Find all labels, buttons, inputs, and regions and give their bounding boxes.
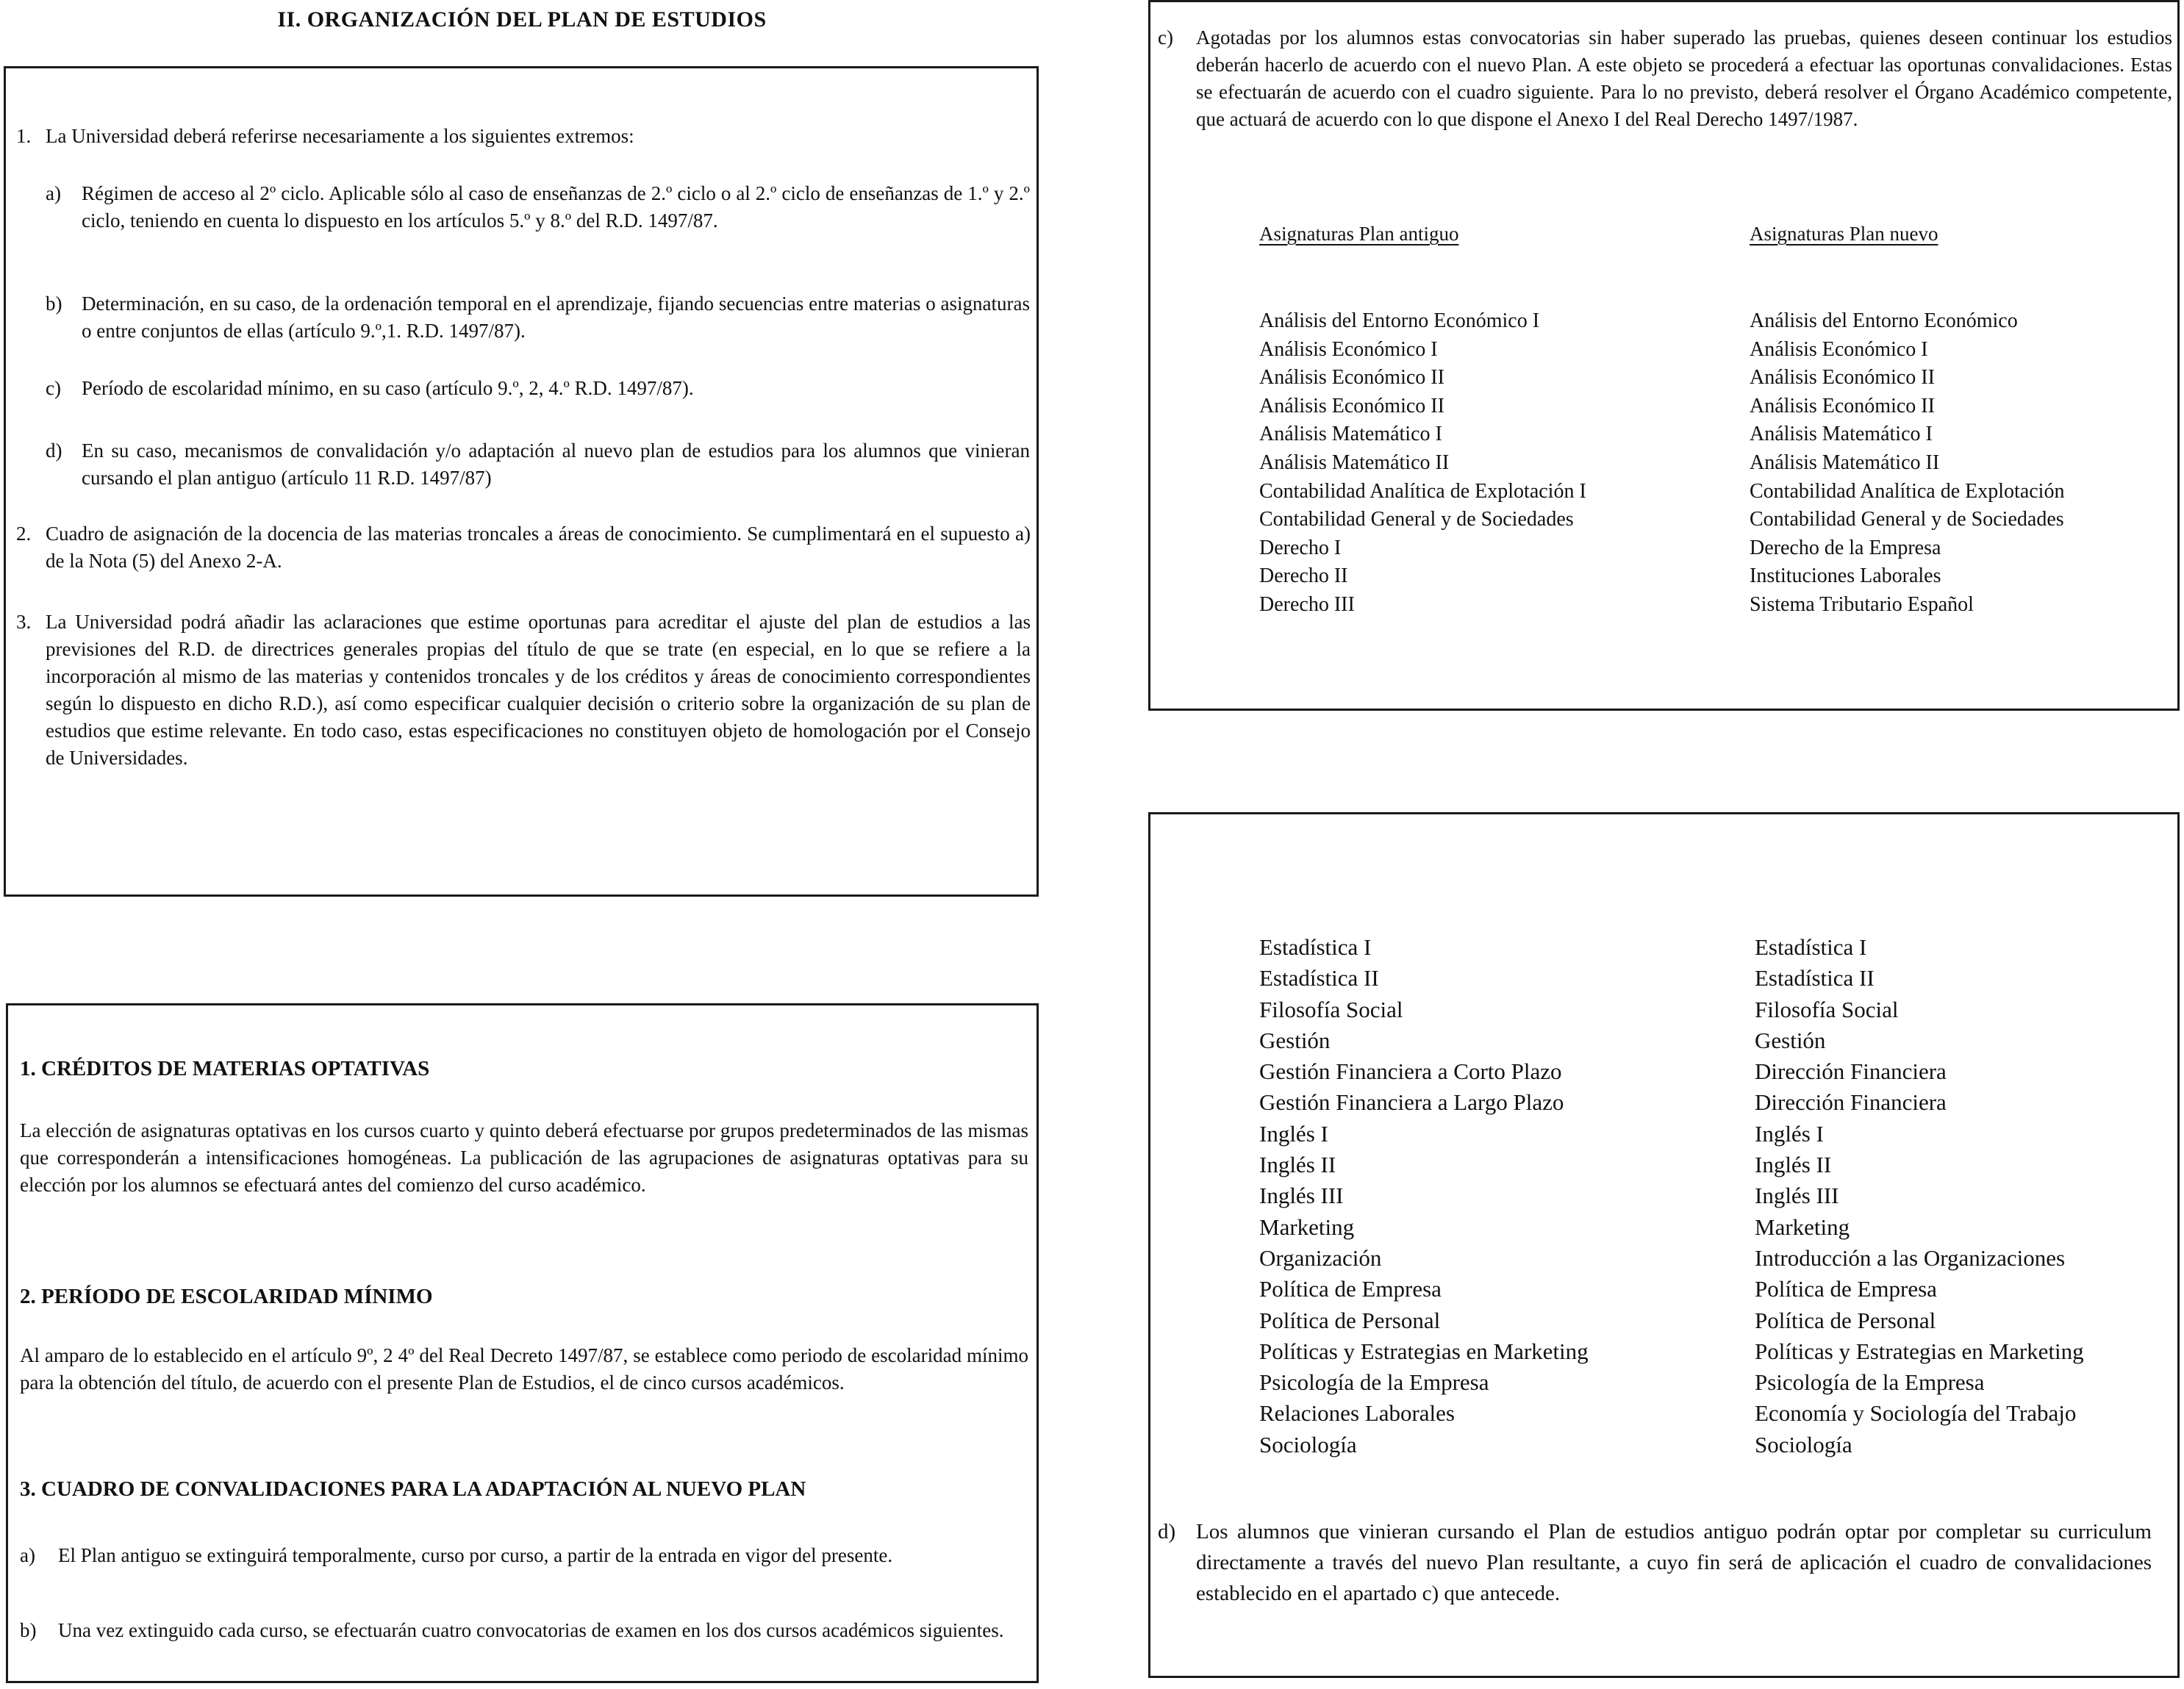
list-item: Análisis Económico II xyxy=(1750,366,1935,390)
item-1a-text: Régimen de acceso al 2º ciclo. Aplicable sólo al caso de enseñanzas de 2.º ciclo o al 2.º ciclo de enseñanzas de 1.º y 2.º ciclo, teniendo en cuenta lo dispuesto en los artículos 5.º y 8.º del R.D. 1497/87. xyxy=(82,182,1030,232)
section-2-heading: 2. PERÍODO DE ESCOLARIDAD MÍNIMO xyxy=(20,1285,433,1308)
item-1-text: La Universidad deberá referirse necesariamente a los siguientes extremos: xyxy=(46,125,634,147)
item-c-marker: c) xyxy=(1158,26,1173,49)
item-1d-text: En su caso, mecanismos de convalidación y/o adaptación al nuevo plan de estudios para los alumnos que vinieran cursando el plan antiguo (artículo 11 R.D. 1497/87) xyxy=(82,440,1030,489)
list-item: Estadística I xyxy=(1259,934,1372,960)
list-item: Inglés II xyxy=(1259,1152,1336,1178)
list-item: Sociología xyxy=(1755,1431,1852,1457)
list-item: Psicología de la Empresa xyxy=(1755,1369,1985,1396)
item-1c-text: Período de escolaridad mínimo, en su caso (artículo 9.º, 2, 4.º R.D. 1497/87). xyxy=(82,377,694,399)
item-1b-marker: b) xyxy=(46,293,62,315)
list-item: Introducción a las Organizaciones xyxy=(1755,1244,2066,1271)
list-item: Contabilidad General y de Sociedades xyxy=(1259,508,1574,531)
list-item: Derecho de la Empresa xyxy=(1750,536,1941,559)
list-item: Gestión xyxy=(1755,1027,1826,1053)
section-1-text: La elección de asignaturas optativas en los cursos cuarto y quinto deberá efectuarse por grupos predeterminados de las mismas que corresponderán a intensificaciones homogéneas. La publicación de las agrupaciones de asignaturas optativas para su elección por los alumnos se efectuará antes del comienzo del curso académico. xyxy=(20,1119,1028,1196)
section-3b-text: Una vez extinguido cada curso, se efectuarán cuatro convocatorias de examen en los dos cursos académicos siguientes. xyxy=(58,1619,1004,1641)
list-item: Política de Personal xyxy=(1755,1307,1936,1333)
section-3a-text: El Plan antiguo se extinguirá temporalmente, curso por curso, a partir de la entrada en vigor del presente. xyxy=(58,1544,893,1566)
section-3-heading: 3. CUADRO DE CONVALIDACIONES PARA LA ADAPTACIÓN AL NUEVO PLAN xyxy=(20,1477,806,1501)
list-item: Derecho III xyxy=(1259,592,1355,616)
list-item: Análisis del Entorno Económico xyxy=(1750,309,2018,332)
list-item: Análisis Matemático I xyxy=(1259,423,1442,446)
list-item: Contabilidad Analítica de Explotación I xyxy=(1259,479,1586,503)
list-item: Filosofía Social xyxy=(1259,996,1403,1022)
new-plan-column-header: Asignaturas Plan nuevo xyxy=(1750,223,1938,245)
item-3-text: La Universidad podrá añadir las aclaraciones que estime oportunas para acreditar el ajuste del plan de estudios a las previsiones del R.D. de directrices generales propias del título de que se trate (en especial, en lo que se refiere a la incorporación al mismo de las materias y contenidos troncales y de los créditos y áreas de conocimiento correspondientes según lo dispuesto en dicho R.D.), así como especificar cualquier decisión o criterio sobre la organización de su plan de estudios que estime relevante. En todo caso, estas especificaciones no constituyen objeto de homologación por el Consejo de Universidades. xyxy=(46,611,1031,769)
list-item: Política de Personal xyxy=(1259,1307,1441,1333)
list-item: Dirección Financiera xyxy=(1755,1089,1947,1116)
list-item: Análisis Matemático II xyxy=(1750,451,1940,474)
item-1a-marker: a) xyxy=(46,182,61,204)
old-plan-column-header: Asignaturas Plan antiguo xyxy=(1259,223,1459,245)
item-3-number: 3. xyxy=(16,611,32,633)
list-item: Derecho II xyxy=(1259,564,1348,588)
list-item: Políticas y Estrategias en Marketing xyxy=(1259,1338,1589,1364)
list-item: Análisis Económico II xyxy=(1259,394,1444,417)
item-2-number: 2. xyxy=(16,523,32,545)
list-item: Análisis Matemático II xyxy=(1259,451,1450,474)
list-item: Estadística II xyxy=(1755,965,1875,991)
list-item: Relaciones Laborales xyxy=(1259,1400,1455,1427)
list-item: Análisis del Entorno Económico I xyxy=(1259,309,1540,332)
list-item: Política de Empresa xyxy=(1755,1276,1937,1302)
list-item: Estadística II xyxy=(1259,965,1379,991)
convalidation-table-box-1 xyxy=(1148,0,2180,711)
new-plan-subjects-list xyxy=(1750,307,2064,620)
item-d-marker: d) xyxy=(1158,1520,1176,1543)
list-item: Inglés I xyxy=(1755,1120,1824,1147)
list-item: Derecho I xyxy=(1259,536,1342,559)
list-item: Análisis Económico II xyxy=(1750,394,1935,417)
organization-requirements-box xyxy=(4,66,1039,897)
list-item: Análisis Matemático I xyxy=(1750,423,1933,446)
section-3b-marker: b) xyxy=(20,1619,37,1641)
list-item: Contabilidad Analítica de Explotación xyxy=(1750,479,2065,503)
item-2-text: Cuadro de asignación de la docencia de las materias troncales a áreas de conocimiento. Se cumplimentará en el supuesto a) de la Nota (5) del Anexo 2-A. xyxy=(46,523,1031,572)
old-plan-subjects-list-continued xyxy=(1259,932,1589,1460)
page-title: II. ORGANIZACIÓN DEL PLAN DE ESTUDIOS xyxy=(277,7,767,32)
list-item: Políticas y Estrategias en Marketing xyxy=(1755,1338,2084,1364)
item-1c-marker: c) xyxy=(46,377,61,399)
list-item: Gestión xyxy=(1259,1027,1331,1053)
item-1d-marker: d) xyxy=(46,440,62,462)
list-item: Marketing xyxy=(1755,1213,1850,1240)
list-item: Análisis Económico I xyxy=(1750,337,1928,361)
new-plan-subjects-list-continued xyxy=(1755,932,2084,1460)
list-item: Análisis Económico I xyxy=(1259,337,1438,361)
item-1b-text: Determinación, en su caso, de la ordenación temporal en el aprendizaje, fijando secuencias entre materias o asignaturas o entre conjuntos de ellas (artículo 9.º,1. R.D. 1497/87). xyxy=(82,293,1030,342)
section-2-text: Al amparo de lo establecido en el artículo 9º, 2 4º del Real Decreto 1497/87, se establece como periodo de escolaridad mínimo para la obtención del título, de acuerdo con el presente Plan de Estudios, el de cinco cursos académicos. xyxy=(20,1344,1028,1394)
list-item: Economía y Sociología del Trabajo xyxy=(1755,1400,2077,1427)
list-item: Marketing xyxy=(1259,1213,1355,1240)
list-item: Sistema Tributario Español xyxy=(1750,592,1974,616)
convalidation-table-box-2 xyxy=(1148,812,2180,1678)
list-item: Organización xyxy=(1259,1244,1382,1271)
list-item: Inglés III xyxy=(1259,1183,1344,1209)
list-item: Inglés II xyxy=(1755,1152,1832,1178)
list-item: Gestión Financiera a Largo Plazo xyxy=(1259,1089,1564,1116)
list-item: Gestión Financiera a Corto Plazo xyxy=(1259,1058,1562,1085)
list-item: Inglés III xyxy=(1755,1183,1839,1209)
section-3a-marker: a) xyxy=(20,1544,35,1566)
optional-credits-box xyxy=(6,1003,1039,1683)
list-item: Instituciones Laborales xyxy=(1750,564,1941,588)
list-item: Política de Empresa xyxy=(1259,1276,1442,1302)
item-d-text: Los alumnos que vinieran cursando el Plan de estudios antiguo podrán optar por completar su curriculum directamente a través del nuevo Plan resultante, a cuyo fin será de aplicación el cuadro de convalidaciones establecido en el apartado c) que antecede. xyxy=(1196,1520,2152,1605)
list-item: Dirección Financiera xyxy=(1755,1058,1947,1085)
item-1-number: 1. xyxy=(16,125,32,147)
list-item: Estadística I xyxy=(1755,934,1867,960)
list-item: Psicología de la Empresa xyxy=(1259,1369,1489,1396)
list-item: Filosofía Social xyxy=(1755,996,1899,1022)
list-item: Inglés I xyxy=(1259,1120,1328,1147)
old-plan-subjects-list xyxy=(1259,307,1586,620)
list-item: Sociología xyxy=(1259,1431,1357,1457)
section-1-heading: 1. CRÉDITOS DE MATERIAS OPTATIVAS xyxy=(20,1057,430,1080)
list-item: Análisis Económico II xyxy=(1259,366,1444,390)
list-item: Contabilidad General y de Sociedades xyxy=(1750,508,2064,531)
item-c-text: Agotadas por los alumnos estas convocatorias sin haber superado las pruebas, quienes deseen continuar los estudios deberán hacerlo de acuerdo con el nuevo Plan. A este objeto se procederá a efectuar las oportunas convalidaciones. Estas se efectuarán de acuerdo con el cuadro siguiente. Para lo no previsto, deberá resolver el Órgano Académico competente, que actuará de acuerdo con lo que dispone el Anexo I del Real Derecho 1497/1987. xyxy=(1196,26,2172,130)
